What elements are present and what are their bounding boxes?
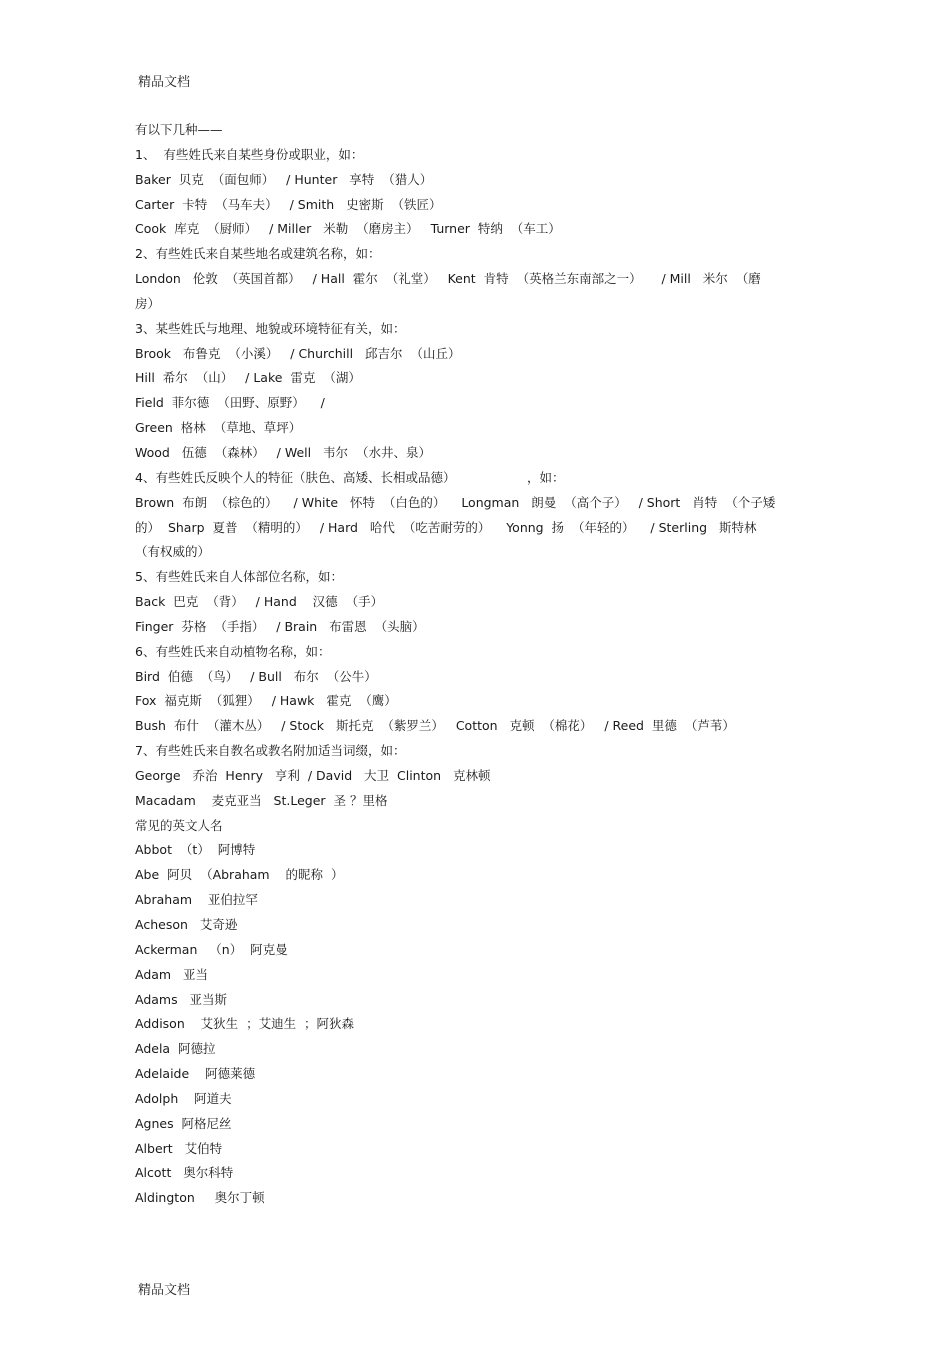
- text-line: 6、有些姓氏来自动植物名称，如：: [135, 643, 331, 659]
- text-line: Bird 伯德 （鸟） / Bull 布尔 （公牛）: [135, 668, 377, 684]
- text-line: 4、有些姓氏反映个人的特征（肤色、高矮、长相或品德） ，如：: [135, 469, 565, 485]
- page-footer: 精品文档: [138, 1283, 191, 1298]
- text-line: Macadam 麦克亚当 St.Leger 圣 ？里格: [135, 792, 388, 808]
- document-body: [135, 118, 795, 1211]
- text-line: Alcott 奥尔科特: [135, 1165, 234, 1181]
- text-line: Cook 库克 （厨师） / Miller 米勒 （磨房主） Turner 特纳 （车工）: [135, 221, 561, 237]
- text-line: Abraham 亚伯拉罕: [135, 892, 258, 908]
- text-line: Fox 福克斯 （狐狸） / Hawk 霍克 （鹰）: [135, 693, 397, 709]
- text-line: 5、有些姓氏来自人体部位名称，如：: [135, 569, 343, 585]
- text-line: Aldington 奥尔丁顿: [135, 1190, 265, 1206]
- text-line: 的） Sharp 夏普 （精明的） / Hard 哈代 （吃苦耐劳的） Yonng 扬 （年轻的） / Sterling 斯特林: [135, 519, 757, 535]
- text-line: Bush 布什 （灌木丛） / Stock 斯托克 （紫罗兰） Cotton 克顿 （棉花） / Reed 里德 （芦苇）: [135, 718, 735, 734]
- text-line: Abe 阿贝 （Abraham 的昵称 ）: [135, 867, 344, 883]
- text-line: Adam 亚当: [135, 966, 209, 982]
- text-line: Adams 亚当斯: [135, 991, 228, 1007]
- page-header: 精品文档: [138, 75, 191, 90]
- text-line: 房）: [135, 295, 161, 311]
- text-line: Adelaide 阿德莱德: [135, 1066, 256, 1082]
- text-line: Adolph 阿道夫: [135, 1090, 232, 1106]
- text-line: Green 格林 （草地、草坪）: [135, 420, 302, 436]
- text-line: Field 菲尔德 （田野、原野） /: [135, 395, 325, 411]
- text-line: Brook 布鲁克 （小溪） / Churchill 邱吉尔 （山丘）: [135, 345, 461, 361]
- text-line: Finger 芬格 （手指） / Brain 布雷恩 （头脑）: [135, 618, 425, 634]
- text-line: 1、 有些姓氏来自某些身份或职业，如：: [135, 146, 364, 162]
- text-line: （有权威的）: [135, 544, 211, 560]
- text-line: Hill 希尔 （山） / Lake 雷克 （湖）: [135, 370, 361, 386]
- text-line: Wood 伍德 （森林） / Well 韦尔 （水井、泉）: [135, 444, 431, 460]
- text-line: George 乔治 Henry 亨利 / David 大卫 Clinton 克林顿: [135, 767, 491, 783]
- text-line: Abbot （t） 阿博特: [135, 842, 256, 858]
- text-line: Acheson 艾奇逊: [135, 917, 238, 932]
- text-line: Baker 贝克 （面包师） / Hunter 享特 （猎人）: [135, 171, 433, 187]
- text-line: Brown 布朗 （棕色的） / White 怀特 （白色的） Longman 朗曼 （高个子） / Short 肖特 （个子矮: [135, 494, 776, 510]
- text-line: Agnes 阿格尼丝: [135, 1115, 232, 1131]
- text-line: 常见的英文人名: [135, 817, 223, 833]
- text-line: Back 巴克 （背） / Hand 汉德 （手）: [135, 594, 384, 610]
- text-line: 3、某些姓氏与地理、地貌或环境特征有关，如：: [135, 320, 406, 336]
- text-line: London 伦敦 （英国首都） / Hall 霍尔 （礼堂） Kent 肯特 （英格兰东南部之一） / Mill 米尔 （磨: [135, 271, 761, 287]
- text-line: Albert 艾伯特: [135, 1140, 223, 1156]
- text-line: Ackerman （n） 阿克曼: [135, 941, 288, 957]
- text-line: Addison 艾狄生 ；艾迪生 ；阿狄森: [135, 1016, 355, 1032]
- text-line: Carter 卡特 （马车夫） / Smith 史密斯 （铁匠）: [135, 196, 442, 212]
- text-line: 7、有些姓氏来自教名或教名附加适当词缀，如：: [135, 743, 406, 759]
- text-line: 2、有些姓氏来自某些地名或建筑名称，如：: [135, 246, 381, 262]
- text-line: Adela 阿德拉: [135, 1041, 216, 1057]
- text-line: 有以下几种——: [135, 122, 223, 137]
